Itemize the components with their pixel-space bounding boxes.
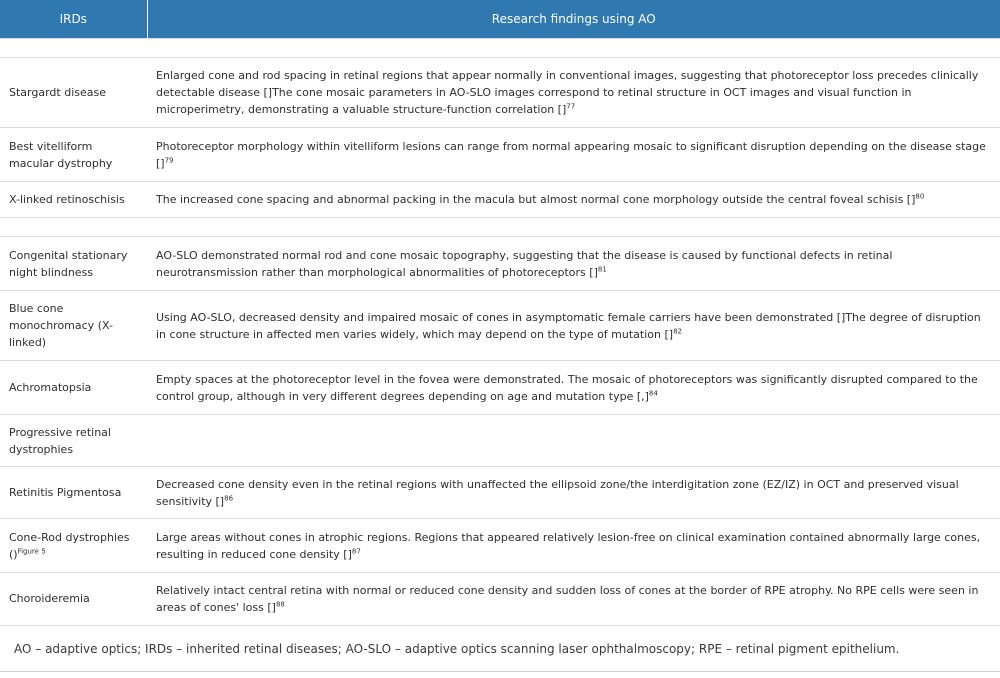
group-spacer-row [0,218,1000,237]
finding-text: AO-SLO demonstrated normal rod and cone mosaic topography, suggesting that the disease is caused by functional defects in retinal neurotransmission rather than morphological abnormalities of photoreceptors []$^{81}$ [147,237,1000,291]
disease-name: Retinitis Pigmentosa [0,467,147,519]
finding-text [147,415,1000,467]
reference-number: 88 [275,600,285,609]
disease-name: Achromatopsia [0,361,147,415]
reference-number: 80 [915,192,925,201]
disease-name: Choroideremia [0,573,147,625]
disease-name: X-linked retinoschisis [0,182,147,218]
figure-reference: Figure 5 [17,546,46,555]
disease-name: Cone-Rod dystrophies ()$^{Figure 5}$ [0,519,147,573]
finding-text: Decreased cone density even in the retinal regions with unaffected the ellipsoid zone/the interdigitation zone (EZ/IZ) in OCT and preserved visual sensitivity []$^{86}$ [147,467,1000,519]
disease-name: Progressive retinal dystrophies [0,415,147,467]
group-spacer-row [0,39,1000,58]
reference-number: 87 [351,546,361,555]
reference-number: 81 [597,264,607,273]
disease-name: Congenital stationary night blindness [0,237,147,291]
finding-text: Relatively intact central retina with normal or reduced cone density and sudden loss of cones at the border of RPE atrophy. No RPE cells were seen in areas of cones' loss []$^{88}$ [147,573,1000,625]
table-row [0,237,1000,291]
finding-text: Enlarged cone and rod spacing in retinal regions that appear normally in conventional images, suggesting that photoreceptor loss precedes clinically detectable disease []The cone mosaic parameters in AO-SLO images correspond to retinal structure in OCT images and visual function in microperimetry, demonstrating a valuable structure-function correlation []$^{77}$ [147,58,1000,128]
reference-number: 77 [566,102,576,111]
finding-text: Photoreceptor morphology within vitelliform lesions can range from normal appearing mosaic to significant disruption depending on the disease stage []$^{79}$ [147,128,1000,182]
column-header-irds: IRDs [0,0,147,39]
table-row [0,291,1000,361]
table-row [0,415,1000,467]
finding-text: Large areas without cones in atrophic regions. Regions that appeared relatively lesion-free on clinical examination contained abnormally large cones, resulting in reduced cone density []$^{87}$ [147,519,1000,573]
reference-number: 82 [673,326,682,335]
column-header-findings: Research findings using AO [147,0,1000,39]
table-row [0,182,1000,218]
reference-number: 86 [224,493,234,502]
finding-text: Using AO-SLO, decreased density and impaired mosaic of cones in asymptomatic female carriers have been demonstrated []The degree of disruption in cone structure in affected men varies widely, which may depend on the type of mutation []$^{82}$ [147,291,1000,361]
table-row [0,519,1000,573]
table-row [0,573,1000,625]
table-row [0,467,1000,519]
finding-text: Empty spaces at the photoreceptor level in the fovea were demonstrated. The mosaic of photoreceptors was significantly disrupted compared to the control group, although in very different degrees depending on age and mutation type [,]$^{84}$ [147,361,1000,415]
reference-number: 79 [164,155,174,164]
finding-text: The increased cone spacing and abnormal packing in the macula but almost normal cone morphology outside the central foveal schisis []$^{80}$ [147,182,1000,218]
table-row [0,58,1000,128]
disease-name: Blue cone monochromacy (X-linked) [0,291,147,361]
disease-name: Best vitelliform macular dystrophy [0,128,147,182]
disease-name: Stargardt disease [0,58,147,128]
table-footnote: AO – adaptive optics; IRDs – inherited retinal diseases; AO-SLO – adaptive optics scanning laser ophthalmoscopy; RPE – retinal pigment epithelium. [0,625,1000,672]
reference-number: 84 [648,388,658,397]
table-header-row [0,0,1000,39]
table-row [0,128,1000,182]
table-row [0,361,1000,415]
